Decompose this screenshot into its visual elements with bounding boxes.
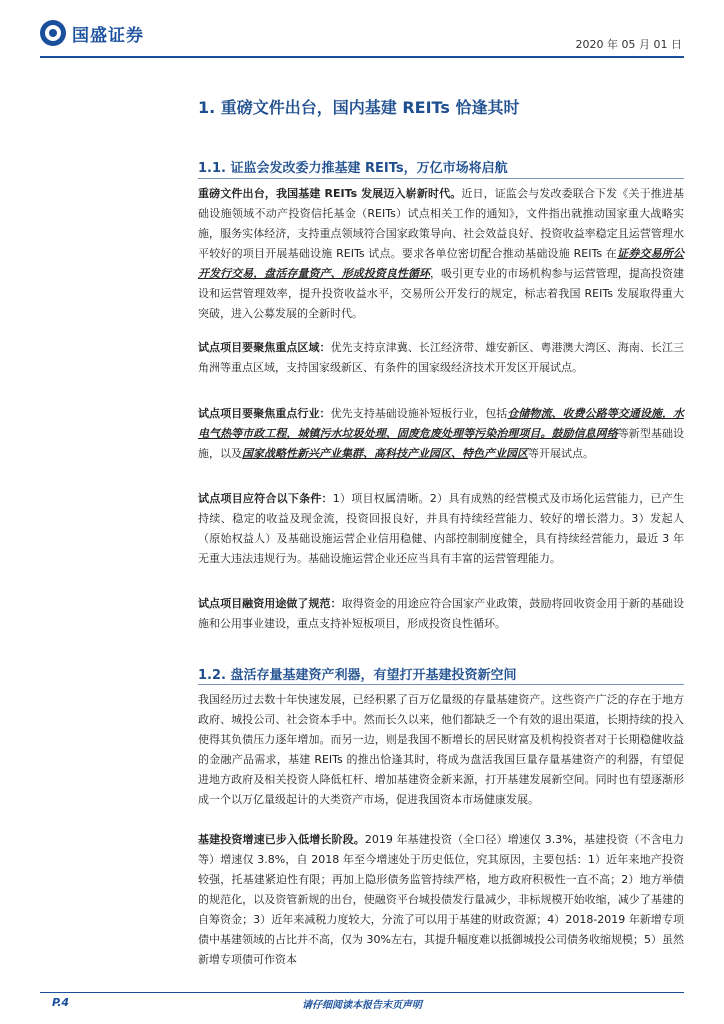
paragraph-3-lead: 试点项目要聚焦重点行业： [198, 407, 331, 420]
paragraph-1-text-a: 近日，证监会与发改委联合下发《关于推进基础设施领域不动产投资信托基金（REITs）试点相关工作的通知》，文件指出就推动国家重大战略实施，服务实体经济，支持重点领域符合国家政策导向、社会效益良好、投资收益率稳定且运营管理水平较好的项目开展基础设施 REITs 试点。要求各单位密切配合推动基础设施 REITs 在 [198, 187, 685, 260]
paragraph-1-text-b: ，吸引更专业的市场机构参与运营管理，提高投资建设和运营管理效率，提升投资收益水平，交易所公开发行的规定，标志着我国 REITs 发展取得重大突破，进入公募发展的全新时代。 [198, 267, 685, 320]
logo-icon [40, 20, 66, 46]
paragraph-2-text: 优先支持京津冀、长江经济带、雄安新区、粤港澳大湾区、海南、长江三角洲等重点区域，支持国家级新区、有条件的国家级经济技术开发区开展试点。 [198, 341, 685, 374]
paragraph-7 [198, 830, 684, 970]
paragraph-1 [198, 184, 684, 324]
subsection-title-1: 1.1. 证监会发改委力推基建 REITs，万亿市场将启航 [198, 161, 508, 176]
paragraph-3 [198, 404, 684, 464]
paragraph-4 [198, 489, 684, 569]
subsection-title-2: 1.2. 盘活存量基建资产利器，有望打开基建投资新空间 [198, 668, 517, 683]
paragraph-7-lead: 基建投资增速已步入低增长阶段。 [198, 833, 365, 846]
subsection-rule-2 [198, 684, 684, 685]
footer-rule [40, 992, 684, 993]
paragraph-1-emphasis: 证券交易所公开发行交易，盘活存量资产、形成投资良性循环 [198, 247, 685, 280]
paragraph-7-text: 2019 年基建投资（全口径）增速仅 3.3%，基建投资（不含电力等）增速仅 3.8%，自 2018 年至今增速处于历史低位，究其原因，主要包括：1）近年来地产投资较强，托基建紧迫性有限；再加上隐形债务监管持续严格，地方政府积极性一直不高；2）地方举债的规范化，以及资管新规的出台，使融资平台城投债发行量减少，非标规模开始收缩，减少了基建的自筹资金；3）近年来减税力度较大，分流了可以用于基建的财政资源；4）2018-2019 年新增专项债中基建领域的占比并不高，仅为 30%左右，其提升幅度难以抵御城投公司债务收缩规模；5）虽然新增专项债可作资本 [198, 833, 685, 966]
paragraph-6: 我国经历过去数十年快速发展，已经积累了百万亿量级的存量基建资产。这些资产广泛的存在于地方政府、城投公司、社会资本手中。然而长久以来，他们都缺乏一个有效的退出渠道，长期持续的投入使得其负债压力逐年增加。而另一边，则是我国不断增长的居民财富及机构投资者对于长期稳健收益的金融产品需求，基建 REITs 的推出恰逢其时，将成为盘活我国巨量存量基建资产的利器，有望促进地方政府及相关投资人降低杠杆、增加基建资金新来源，打开基建发展新空间。同时也有望逐渐形成一个以万亿量级起计的大类资产市场，促进我国资本市场健康发展。 [198, 693, 684, 806]
subsection-rule-1 [198, 178, 684, 179]
paragraph-5 [198, 594, 684, 634]
paragraph-5-text: 取得资金的用途应符合国家产业政策，鼓励将回收资金用于新的基础设施和公用事业建设，重点支持补短板项目，形成投资良性循环。 [198, 597, 685, 630]
page-number: P.4 [52, 996, 70, 1009]
paragraph-2-lead: 试点项目要聚焦重点区域： [198, 341, 331, 354]
header-rule [40, 56, 684, 58]
paragraph-1-lead: 重磅文件出台，我国基建 REITs 发展迈入崭新时代。 [198, 187, 462, 200]
paragraph-5-lead: 试点项目融资用途做了规范： [198, 597, 342, 610]
section-title: 1. 重磅文件出台，国内基建 REITs 恰逢其时 [198, 98, 520, 117]
paragraph-3-text-b: 等新型基础设施，以及 [198, 427, 684, 460]
paragraph-3-text-c: 等开展试点。 [528, 447, 594, 460]
paragraph-3-emphasis-1: 仓储物流、收费公路等交通设施，水电气热等市政工程，城镇污水垃圾处理、固废危废处理等污染治理项目。鼓励信息网络 [198, 407, 685, 440]
page-header [0, 0, 724, 64]
footer-disclaimer: 请仔细阅读本报告末页声明 [302, 1000, 422, 1011]
paragraph-3-text-a: 优先支持基础设施补短板行业，包括 [330, 407, 508, 420]
company-logo [40, 20, 144, 46]
paragraph-3-emphasis-2: 国家战略性新兴产业集群、高科技产业园区、特色产业园区 [242, 447, 528, 460]
logo-text: 国盛证券 [72, 25, 144, 46]
paragraph-4-text: 1）项目权属清晰。2）具有成熟的经营模式及市场化运营能力，已产生持续、稳定的收益及现金流，投资回报良好，并具有持续经营能力、较好的增长潜力。3）发起人（原始权益人）及基础设施运营企业信用稳健、内部控制制度健全，具有持续经营能力，最近 3 年无重大违法违规行为。基础设施运营企业还应当具有丰富的运营管理能力。 [198, 492, 685, 565]
paragraph-2 [198, 338, 684, 378]
report-date: 2020 年 05 月 01 日 [575, 38, 682, 51]
paragraph-4-lead: 试点项目应符合以下条件： [198, 492, 333, 505]
